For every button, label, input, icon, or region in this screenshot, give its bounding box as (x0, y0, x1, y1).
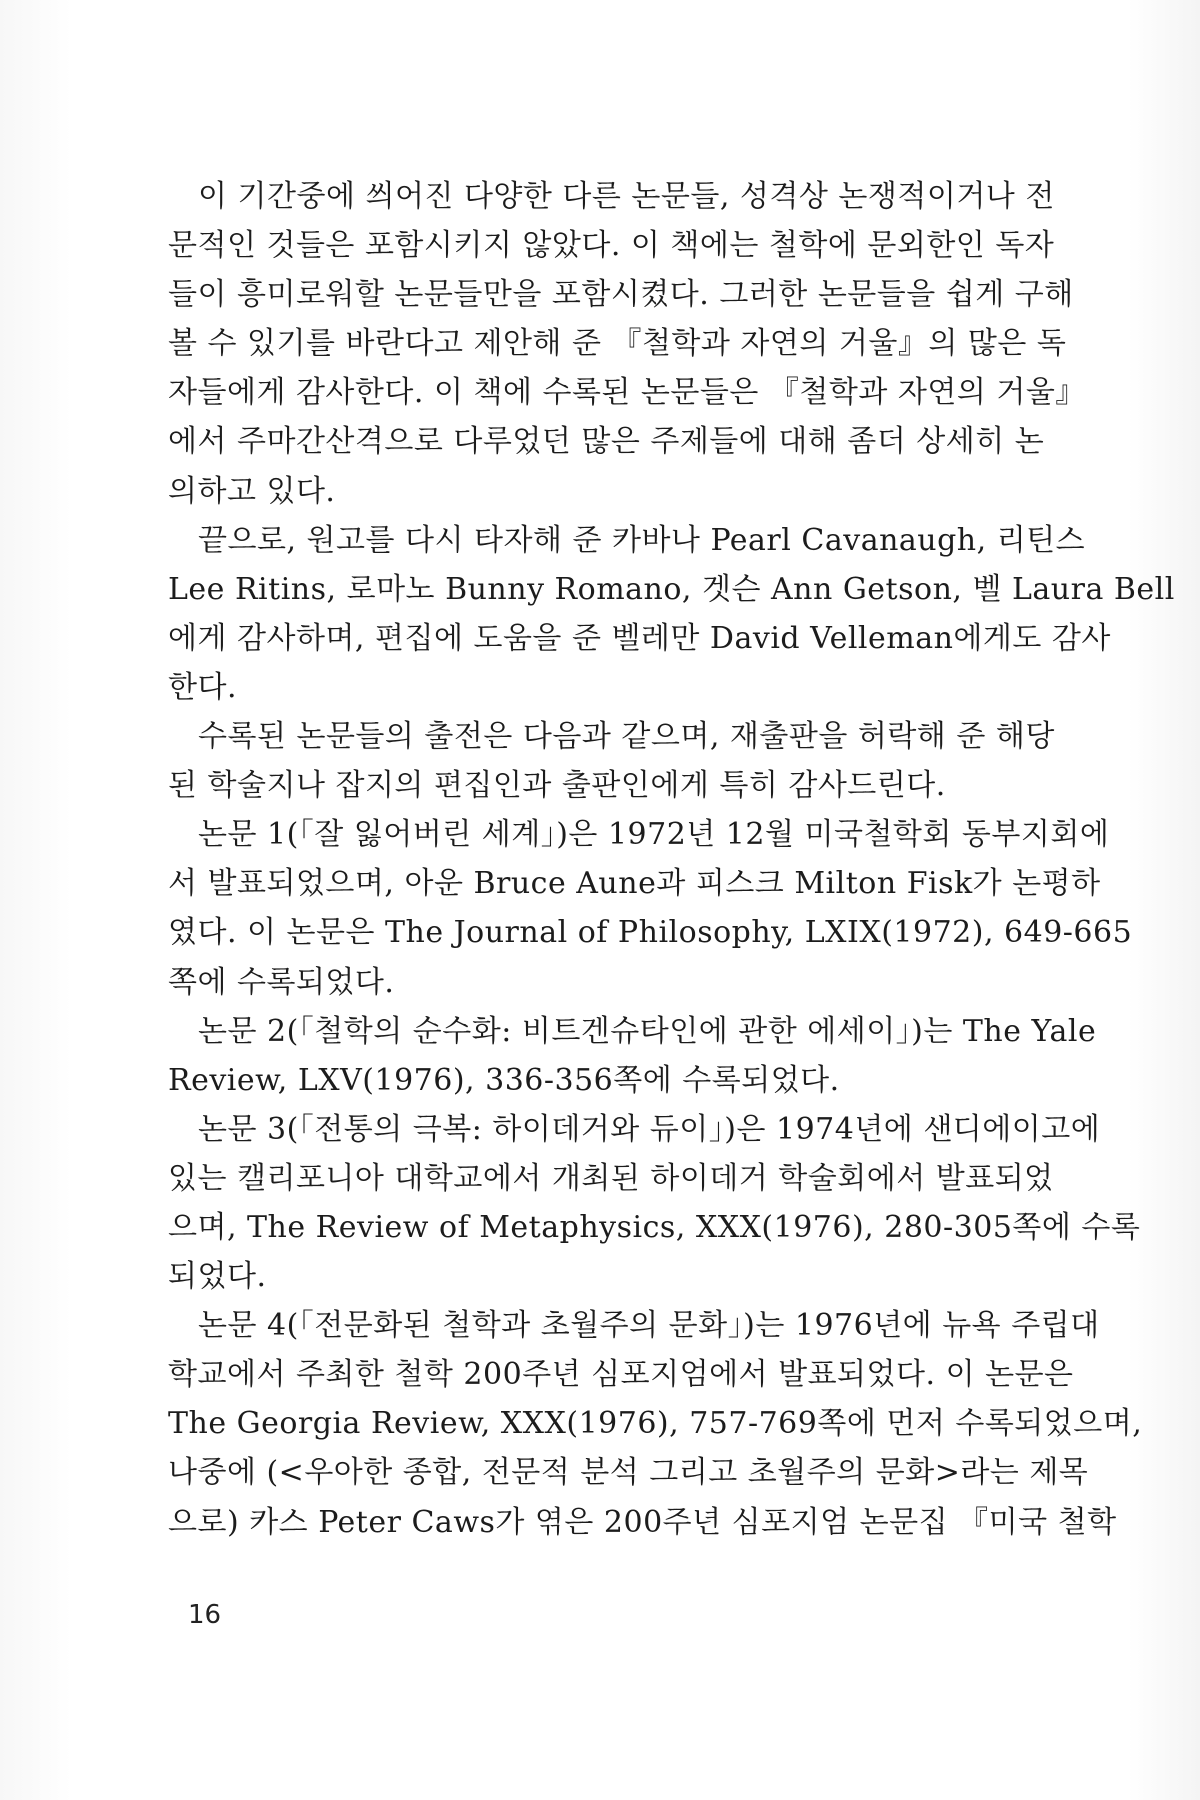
text-line: 였다. 이 논문은 The Journal of Philosophy, LXIX(1972), 649-665 (168, 915, 1133, 951)
page-number: 16 (188, 1600, 222, 1630)
text-line: 논문 3(「전통의 극복: 하이데거와 듀이」)은 1974년에 샌디에이고에 (198, 1111, 1101, 1147)
text-line: 쪽에 수록되었다. (168, 964, 395, 1000)
text-line: Lee Ritins, 로마노 Bunny Romano, 겟슨 Ann Getson, 벨 Laura Bell (168, 571, 1175, 607)
text-line: 수록된 논문들의 출전은 다음과 같으며, 재출판을 허락해 준 해당 (198, 719, 1055, 755)
text-line: 으며, The Review of Metaphysics, XXX(1976), 280-305쪽에 수록 (168, 1209, 1141, 1245)
body-text (168, 172, 1175, 1547)
text-line: 되었다. (168, 1259, 267, 1295)
text-line: 에게 감사하며, 편집에 도움을 준 벨레만 David Velleman에게도 감사 (168, 620, 1111, 656)
text-line: 끝으로, 원고를 다시 타자해 준 카바나 Pearl Cavanaugh, 리틴스 (198, 522, 1086, 558)
text-line: 나중에 (<우아한 종합, 전문적 분석 그리고 초월주의 문화>라는 제목 (168, 1455, 1089, 1491)
text-line: 한다. (168, 669, 237, 705)
text-line: 된 학술지나 잡지의 편집인과 출판인에게 특히 감사드린다. (168, 768, 946, 804)
text-line: 문적인 것들은 포함시키지 않았다. 이 책에는 철학에 문외한인 독자 (168, 228, 1055, 264)
text-line: 논문 1(「잘 잃어버린 세계」)은 1972년 12월 미국철학회 동부지회에 (198, 817, 1110, 853)
text-line: 서 발표되었으며, 아운 Bruce Aune과 피스크 Milton Fisk가 논평하 (168, 866, 1101, 902)
text-line: 논문 2(「철학의 순수화: 비트겐슈타인에 관한 에세이」)는 The Yale (198, 1013, 1097, 1049)
text-line: 으로) 카스 Peter Caws가 엮은 200주년 심포지엄 논문집 『미국 철학 (168, 1504, 1117, 1540)
text-line: 있는 캘리포니아 대학교에서 개최된 하이데거 학술회에서 발표되었 (168, 1160, 1054, 1196)
text-line: 이 기간중에 씌어진 다양한 다른 논문들, 성격상 논쟁적이거나 전 (198, 179, 1055, 214)
text-line: 자들에게 감사한다. 이 책에 수록된 논문들은 『철학과 자연의 거울』 (168, 375, 1086, 411)
text-line: 논문 4(「전문화된 철학과 초월주의 문화」)는 1976년에 뉴욕 주립대 (198, 1308, 1100, 1344)
text-line: 들이 흥미로워할 논문들만을 포함시켰다. 그러한 논문들을 쉽게 구해 (168, 277, 1074, 313)
text-line: The Georgia Review, XXX(1976), 757-769쪽에 먼저 수록되었으며, (168, 1406, 1143, 1442)
text-line: 학교에서 주최한 철학 200주년 심포지엄에서 발표되었다. 이 논문은 (168, 1357, 1074, 1393)
text-line: Review, LXV(1976), 336-356쪽에 수록되었다. (168, 1062, 840, 1098)
text-line: 볼 수 있기를 바란다고 제안해 준 『철학과 자연의 거울』의 많은 독 (168, 326, 1067, 362)
text-line: 에서 주마간산격으로 다루었던 많은 주제들에 대해 좀더 상세히 논 (168, 424, 1045, 460)
text-line: 의하고 있다. (168, 473, 336, 509)
